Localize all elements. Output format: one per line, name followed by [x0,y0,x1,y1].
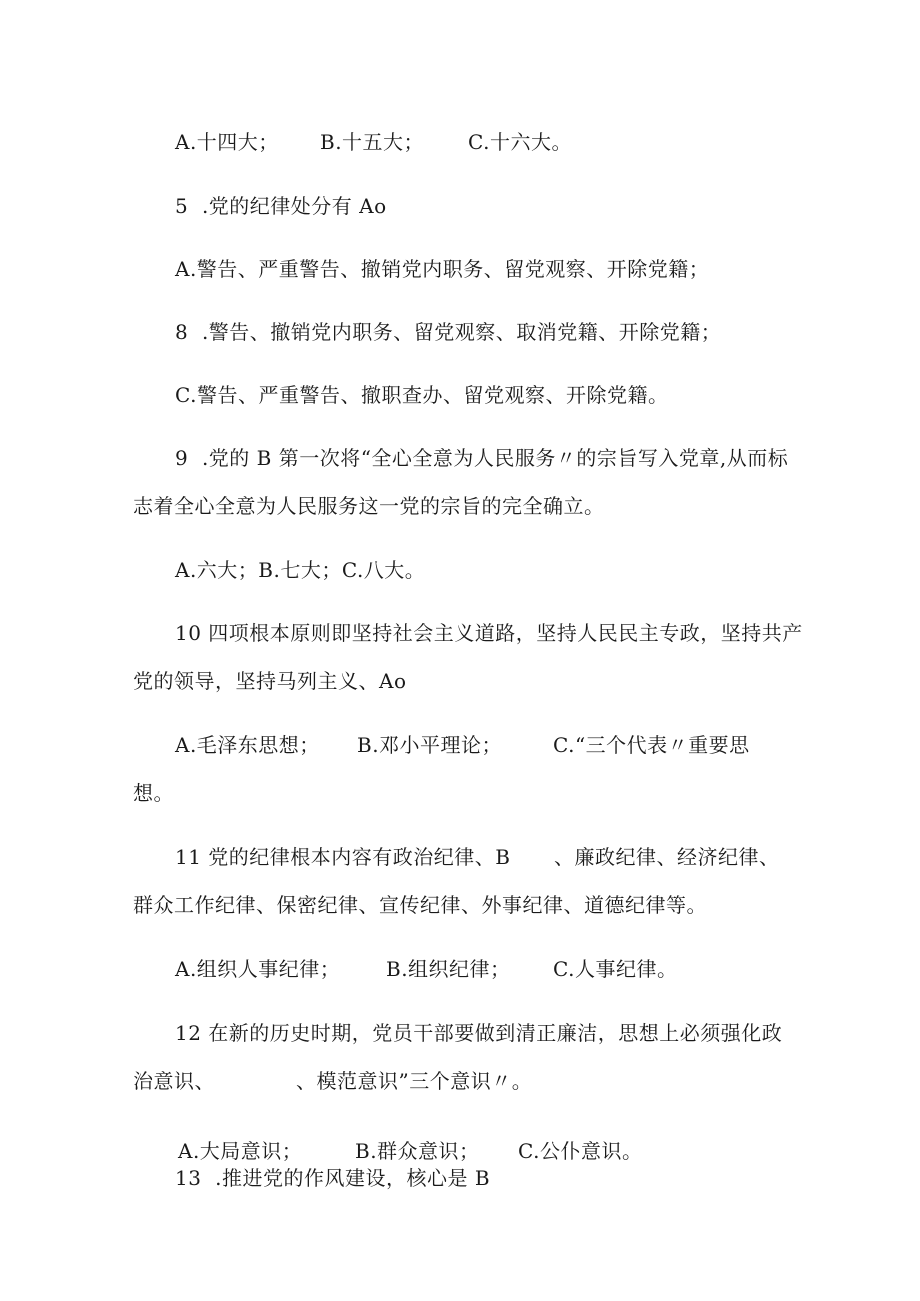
option-line: A.六大；B.七大；C.八大。 [175,558,426,582]
option-line: 8 .警告、撤销党内职务、留党观察、取消党籍、开除党籍； [175,320,722,344]
option-c: C.“三个代表〃重要思 [553,733,750,757]
option-c-continued: 想。 [133,781,174,805]
question-12-after-blank: 、模范意识”三个意识〃。 [296,1069,533,1093]
question-11-continued: 群众工作纪律、保密纪律、宣传纪律、外事纪律、道德纪律等。 [133,893,707,917]
option-line: A.警告、严重警告、撤销党内职务、留党观察、开除党籍； [175,257,710,281]
option-c: C.公仆意识。 [518,1139,643,1163]
question-11-after-blank: 、廉政纪律、经济纪律、 [554,845,780,869]
question-9-continued: 志着全心全意为人民服务这一党的宗旨的完全确立。 [133,494,605,518]
option-line: C.警告、严重警告、撤职查办、留党观察、开除党籍。 [175,383,669,407]
question-9: 9 .党的 B 第一次将“全心全意为人民服务〃的宗旨写入党章,从而标 [175,446,789,470]
option-b: B.组织纪律； [386,957,511,981]
question-11: 11 党的纪律根本内容有政治纪律、B [175,845,511,869]
question-13: 13 .推进党的作风建设，核心是 B [175,1166,491,1190]
option-a: A.组织人事纪律； [175,957,341,981]
question-5: 5 .党的纪律处分有 Ao [175,194,387,218]
option-a: A.毛泽东思想； [175,733,320,757]
option-b: B.十五大； [320,130,425,154]
option-a: A.大局意识； [178,1139,303,1163]
question-12: 12 在新的历史时期，党员干部要做到清正廉洁，思想上必须强化政 [175,1021,783,1045]
option-a: A.十四大； [175,130,279,154]
question-10-continued: 党的领导，坚持马列主义、Ao [133,669,407,693]
option-b: B.邓小平理论； [357,733,503,757]
question-12-continued: 治意识、 [133,1069,215,1093]
question-10: 10 四项根本原则即坚持社会主义道路，坚持人民民主专政，坚持共产 [175,621,803,645]
option-b: B.群众意识； [355,1139,480,1163]
option-c: C.人事纪律。 [553,957,678,981]
option-c: C.十六大。 [468,130,572,154]
